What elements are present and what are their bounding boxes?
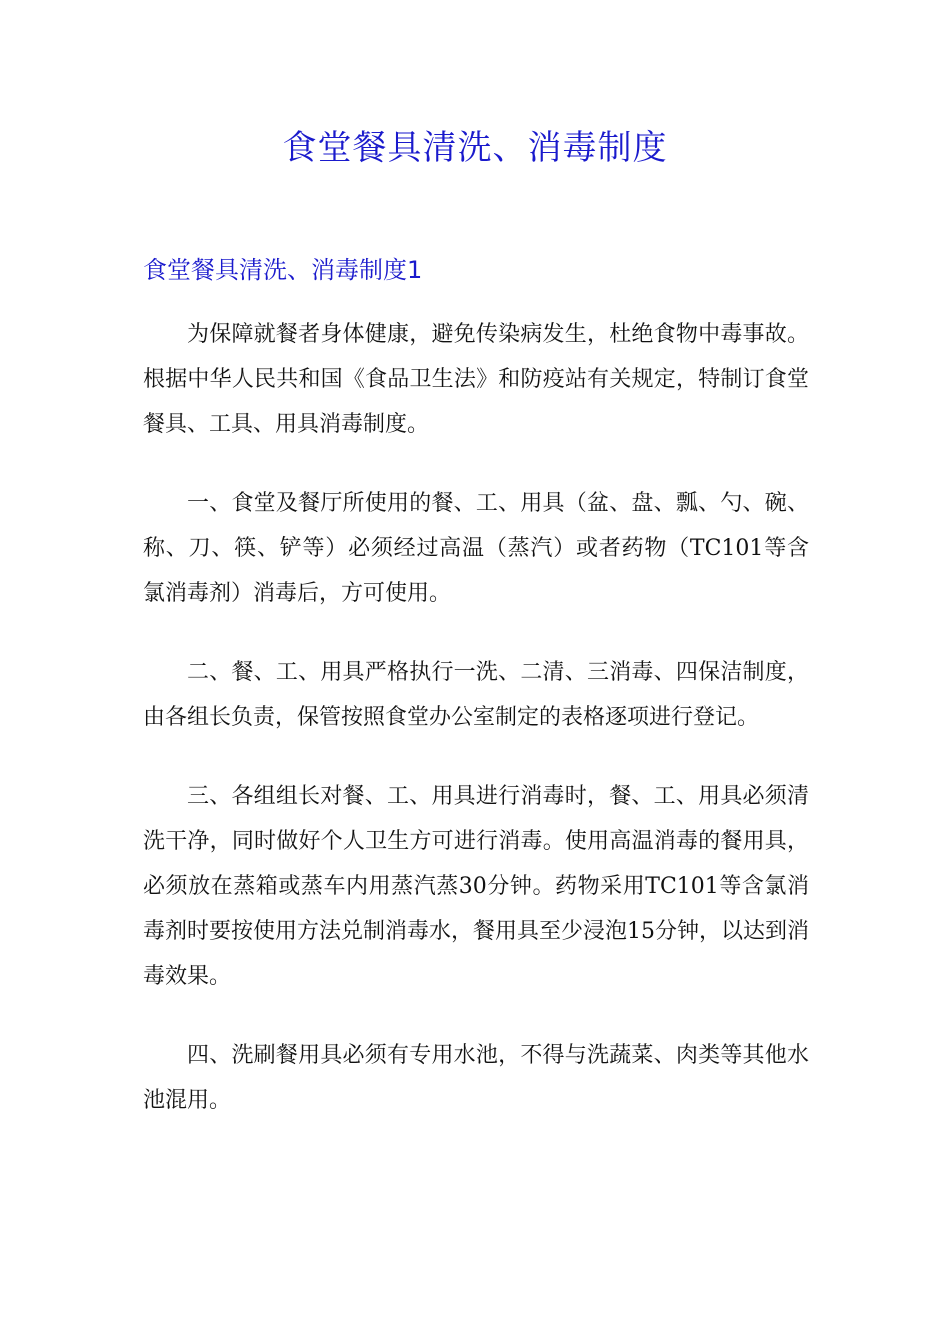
- document-body: [143, 312, 809, 1157]
- paragraph-intro: 为保障就餐者身体健康，避免传染病发生，杜绝食物中毒事故。根据中华人民共和国《食品卫生法》和防疫站有关规定，特制订食堂餐具、工具、用具消毒制度。: [143, 322, 809, 437]
- paragraph-rule-1: 一、食堂及餐厅所使用的餐、工、用具（盆、盘、瓢、勺、碗、称、刀、筷、铲等）必须经过高温（蒸汽）或者药物（TC101等含氯消毒剂）消毒后，方可使用。: [143, 491, 809, 606]
- paragraph-rule-4: 四、洗刷餐用具必须有专用水池，不得与洗蔬菜、肉类等其他水池混用。: [143, 1043, 809, 1113]
- section-heading: 食堂餐具清洗、消毒制度1: [143, 256, 423, 284]
- document-title: 食堂餐具清洗、消毒制度: [282, 128, 668, 168]
- paragraph-rule-3: 三、各组组长对餐、工、用具进行消毒时，餐、工、用具必须清洗干净，同时做好个人卫生方可进行消毒。使用高温消毒的餐用具，必须放在蒸箱或蒸车内用蒸汽蒸30分钟。药物采用TC101等含氯消毒剂时要按使用方法兑制消毒水，餐用具至少浸泡15分钟，以达到消毒效果。: [143, 784, 809, 989]
- paragraph-rule-2: 二、餐、工、用具严格执行一洗、二清、三消毒、四保洁制度，由各组长负责，保管按照食堂办公室制定的表格逐项进行登记。: [143, 660, 809, 730]
